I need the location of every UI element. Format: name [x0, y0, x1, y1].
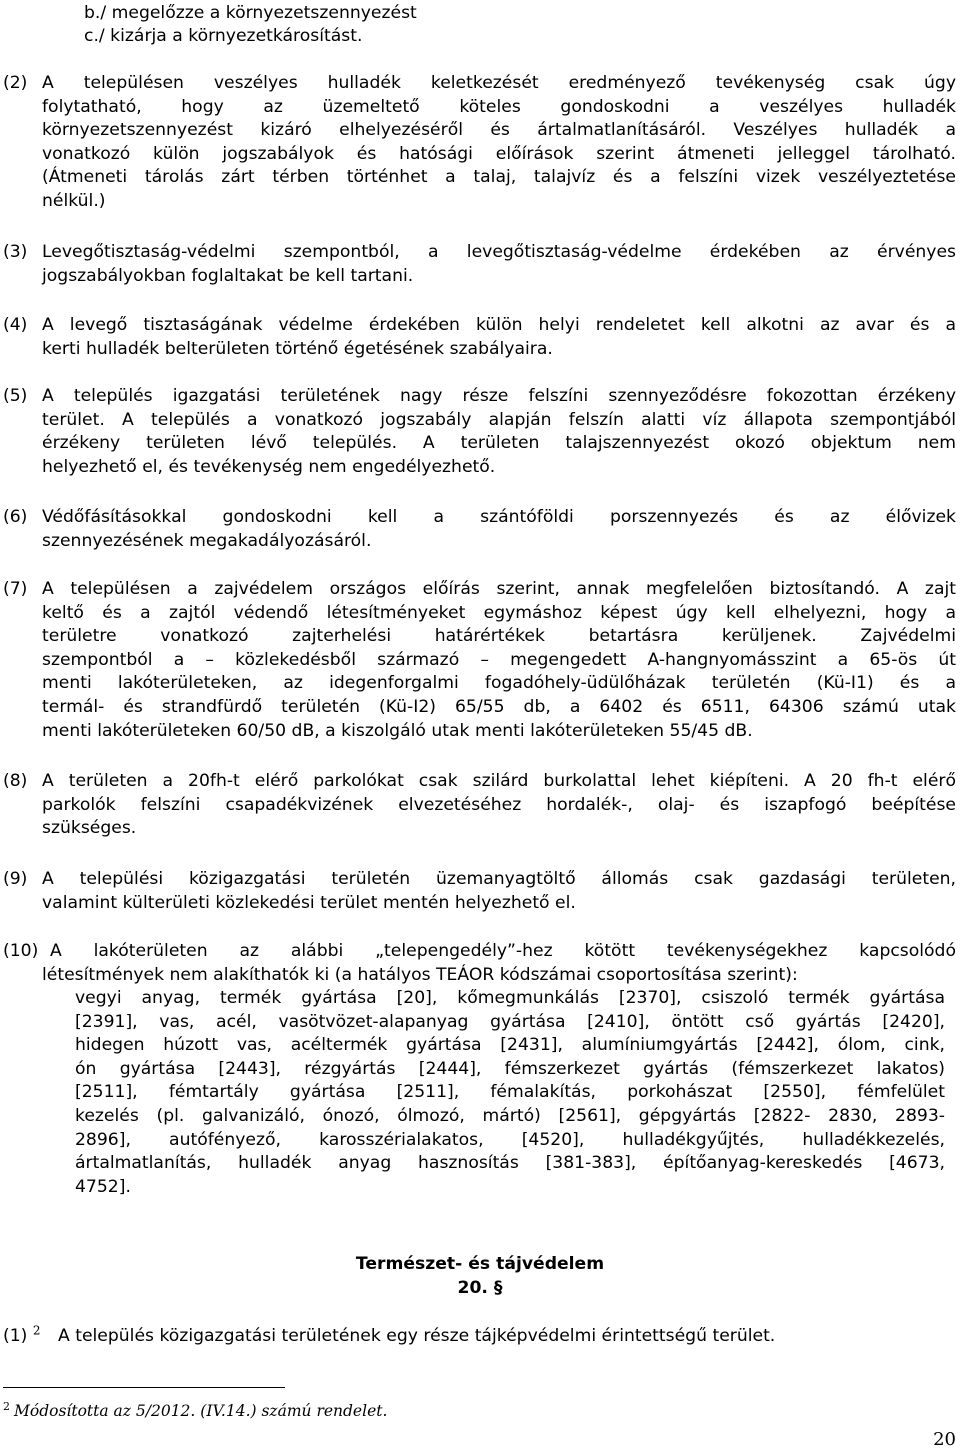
text-line: (Átmeneti tárolás zárt térben történhet a talaj, talajvíz és a felszíni vizek veszélyeztetése	[42, 167, 956, 188]
paragraph-text	[42, 314, 956, 361]
list-item: [2511], fémtartály gyártása [2511], fémalakítás, porkohászat [2550], fémfelület	[75, 1082, 945, 1103]
text-line: szempontból a – közlekedésből származó – megengedett A-hangnyomásszint a 65-ös út	[42, 649, 956, 670]
footnote-reference[interactable]: 2	[32, 1323, 41, 1338]
section-title: Természet- és tájvédelem	[355, 1254, 605, 1274]
paragraph-text	[42, 770, 956, 841]
text-line: menti lakóterületeken, az idegenforgalmi fogadóhely-üdülőházak területén (Kü-I1) és a	[42, 673, 956, 694]
paragraph-text	[42, 385, 956, 479]
paragraph-text-continued	[42, 964, 956, 988]
text-line: A település igazgatási területének nagy része felszíni szennyeződésre fokozottan érzékeny	[42, 386, 956, 406]
list-item-b: b./ megelőzze a környezetszennyezést	[84, 3, 417, 23]
list-item: hidegen húzott vas, acéltermék gyártása [2431], alumíniumgyártás [2442], ólom, cink,	[75, 1035, 945, 1056]
footnote-mark: 2	[3, 1399, 10, 1413]
paragraph-number: (2)	[3, 73, 28, 93]
paragraph-text	[42, 72, 956, 214]
list-item: 4752].	[75, 1176, 131, 1197]
text-line: létesítmények nem alakíthatók ki (a hatályos TEÁOR kódszámai csoportosítása szerint):	[42, 964, 798, 985]
paragraph-number: (7)	[3, 579, 28, 599]
list-item: kezelés (pl. galvanizáló, ónozó, ólmozó, mártó) [2561], gépgyártás [2822- 2830, 2893-	[75, 1105, 945, 1126]
list-item-c: c./ kizárja a környezetkárosítást.	[84, 26, 363, 46]
activity-list	[75, 987, 945, 1199]
paragraph-number: (4)	[3, 315, 28, 335]
text-line: A levegő tisztaságának védelme érdekében külön helyi rendeletet kell alkotni az avar és a	[42, 315, 956, 335]
paragraph-number: (8)	[3, 771, 28, 791]
page-number: 20	[933, 1429, 956, 1450]
paragraph-text	[42, 506, 956, 553]
text-line: folytatható, hogy az üzemeltető köteles gondoskodni a veszélyes hulladék	[42, 96, 956, 117]
text-line: terület. A település a vonatkozó jogszabály alapján felszín alatti víz állapota szempontjából	[42, 409, 956, 430]
text-line: keltő és a zajtól védendő létesítményeket egymáshoz képest úgy kell elhelyezni, hogy a	[42, 602, 956, 623]
text-line: A területen a 20fh-t elérő parkolókat csak szilárd burkolattal lehet kiépíteni. A 20 fh-t elérő	[42, 771, 956, 791]
footnote-divider	[3, 1387, 285, 1388]
text-line: A települési közigazgatási területén üzemanyagtöltő állomás csak gazdasági területen,	[42, 869, 956, 889]
text-line: menti lakóterületeken 60/50 dB, a kiszolgáló utak menti lakóterületeken 55/45 dB.	[42, 720, 753, 741]
text-line: szennyezésének megakadályozásáról.	[42, 530, 372, 551]
text-line: érzékeny területen lévő település. A területen talajszennyezést okozó objektum nem	[42, 433, 956, 454]
text-line: termál- és strandfürdő területén (Kü-I2) 65/55 db, a 6402 és 6511, 64306 számú utak	[42, 696, 956, 717]
text-line: Védőfásításokkal gondoskodni kell a szántóföldi porszennyezés és az élővizek	[42, 507, 956, 527]
list-item: vegyi anyag, termék gyártása [20], kőmegmunkálás [2370], csiszoló termék gyártása	[75, 988, 945, 1008]
text-line: szükséges.	[42, 818, 137, 839]
text-line: vonatkozó külön jogszabályok és hatósági előírások szerint átmeneti jelleggel tárolható.	[42, 143, 956, 164]
paragraph-number: (9)	[3, 869, 28, 889]
paragraph-text	[42, 868, 956, 915]
text-line: helyezhető el, és tevékenység nem engedélyezhető.	[42, 456, 496, 477]
text-line: A lakóterületen az alábbi „telepengedély”-hez kötött tevékenységekhez kapcsolódó	[50, 941, 956, 961]
text-line: környezetszennyezést kizáró elhelyezéséről és ártalmatlanításáról. Veszélyes hulladék a	[42, 120, 956, 141]
text-line: nélkül.)	[42, 190, 106, 211]
list-item: 2896], autófényező, karosszérialakatos, [4520], hulladékgyűjtés, hulladékkezelés,	[75, 1129, 945, 1150]
text-line: jogszabályokban foglaltakat be kell tartani.	[42, 265, 414, 286]
paragraph-number: (5)	[3, 386, 28, 406]
paragraph-number	[3, 1325, 40, 1349]
paragraph-text	[42, 578, 956, 743]
text-line: Levegőtisztaság-védelmi szempontból, a levegőtisztaság-védelme érdekében az érvényes	[42, 242, 956, 262]
list-item: [2391], vas, acél, vasötvözet-alapanyag gyártása [2410], öntött cső gyártás [2420],	[75, 1011, 945, 1032]
text-line: A településen a zajvédelem országos előírás szerint, annak megfelelően biztosítandó. A zajt	[42, 579, 956, 599]
paragraph-number: (6)	[3, 507, 28, 527]
text-line: kerti hulladék belterületen történő égetésének szabályaira.	[42, 338, 553, 359]
paragraph-number-label: (1)	[3, 1326, 28, 1346]
paragraph-number: (3)	[3, 242, 28, 262]
paragraph-text	[50, 940, 956, 964]
text-line: A településen veszélyes hulladék keletkezését eredményező tevékenység csak úgy	[42, 73, 956, 93]
paragraph-text	[42, 241, 956, 288]
list-item: ártalmatlanítás, hulladék anyag hasznosítás [381-383], építőanyag-kereskedés [4673,	[75, 1153, 945, 1174]
paragraph-number: (10)	[3, 941, 39, 961]
text-line: parkolók felszíni csapadékvizének elvezetéséhez hordalék-, olaj- és iszapfogó beépítése	[42, 794, 956, 815]
text-line: valamint külterületi közlekedési terület mentén helyezhető el.	[42, 892, 576, 913]
text-line: területre vonatkozó zajterhelési határértékek betartásra kerüljenek. Zajvédelmi	[42, 626, 956, 647]
list-item: ón gyártása [2443], rézgyártás [2444], fémszerkezet gyártás (fémszerkezet lakatos)	[75, 1058, 945, 1079]
paragraph-text: A település közigazgatási területének egy része tájképvédelmi érintettségű terület.	[58, 1326, 776, 1346]
section-number: 20. §	[457, 1278, 503, 1298]
footnote	[3, 1400, 387, 1424]
footnote-text: Módosította az 5/2012. (IV.14.) számú rendelet.	[14, 1402, 388, 1420]
